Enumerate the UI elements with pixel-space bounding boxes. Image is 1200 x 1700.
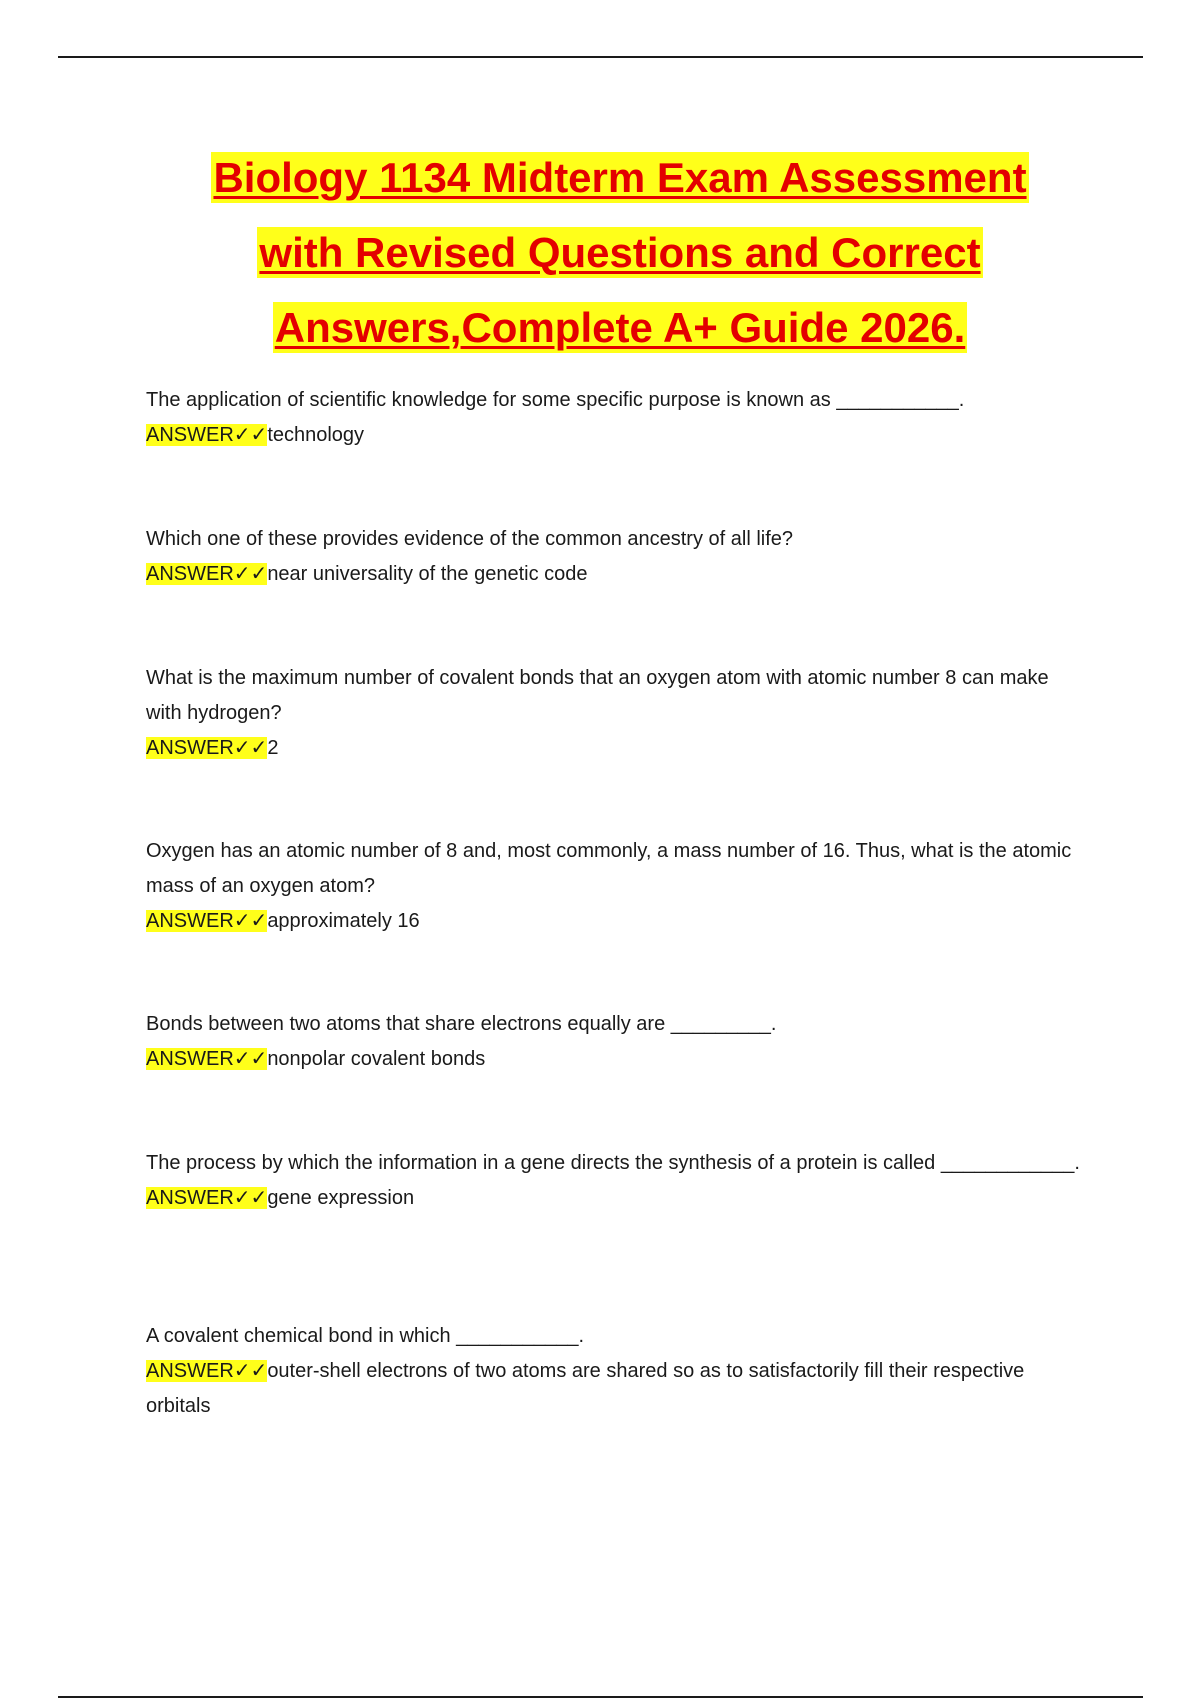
qa-item [146,383,1086,453]
question-text: The application of scientific knowledge for some specific purpose is known as ___________. [146,389,965,411]
title-line: Biology 1134 Midterm Exam Assessment [213,154,1027,201]
answer-line [146,731,1086,766]
answer-marker: ANSWER✓✓ [146,1187,268,1209]
qa-item [146,661,1086,766]
answer-line [146,1354,1086,1424]
answer-text: near universality of the genetic code [267,563,588,585]
answer-line [146,418,1086,453]
answer-marker: ANSWER✓✓ [146,910,268,932]
bottom-rule [58,1696,1143,1698]
qa-item [146,1319,1086,1424]
answer-marker: ANSWER✓✓ [146,424,268,446]
qa-item [146,834,1086,939]
answer-marker: ANSWER✓✓ [146,1048,268,1070]
question-text: What is the maximum number of covalent bonds that an oxygen atom with atomic number 8 can make with hydrogen? [146,667,1049,724]
question-text: Bonds between two atoms that share electrons equally are _________. [146,1013,777,1035]
answer-text: nonpolar covalent bonds [267,1048,486,1070]
answer-marker: ANSWER✓✓ [146,737,268,759]
answer-text: 2 [267,737,279,759]
question-text: The process by which the information in a gene directs the synthesis of a protein is called ____________. [146,1152,1080,1174]
title-line: Answers,Complete A+ Guide 2026. [274,304,966,351]
answer-marker: ANSWER✓✓ [146,1360,268,1382]
title-line: with Revised Questions and Correct [259,229,981,276]
answer-text: approximately 16 [267,910,420,932]
answer-text: outer-shell electrons of two atoms are shared so as to satisfactorily fill their respective orbitals [146,1360,1025,1417]
answer-line [146,557,1086,592]
answer-text: technology [267,424,365,446]
top-rule [58,56,1143,58]
document-title [0,140,1200,365]
answer-line [146,1042,1086,1077]
question-text: Which one of these provides evidence of the common ancestry of all life? [146,528,794,550]
qa-item [146,1146,1086,1216]
answer-line [146,1181,1086,1216]
answer-text: gene expression [267,1187,415,1209]
answer-marker: ANSWER✓✓ [146,563,268,585]
qa-item [146,522,1086,592]
qa-item [146,1007,1086,1077]
answer-line [146,904,1086,939]
question-text: Oxygen has an atomic number of 8 and, most commonly, a mass number of 16. Thus, what is the atomic mass of an oxygen atom? [146,840,1072,897]
question-text: A covalent chemical bond in which ___________. [146,1325,585,1347]
